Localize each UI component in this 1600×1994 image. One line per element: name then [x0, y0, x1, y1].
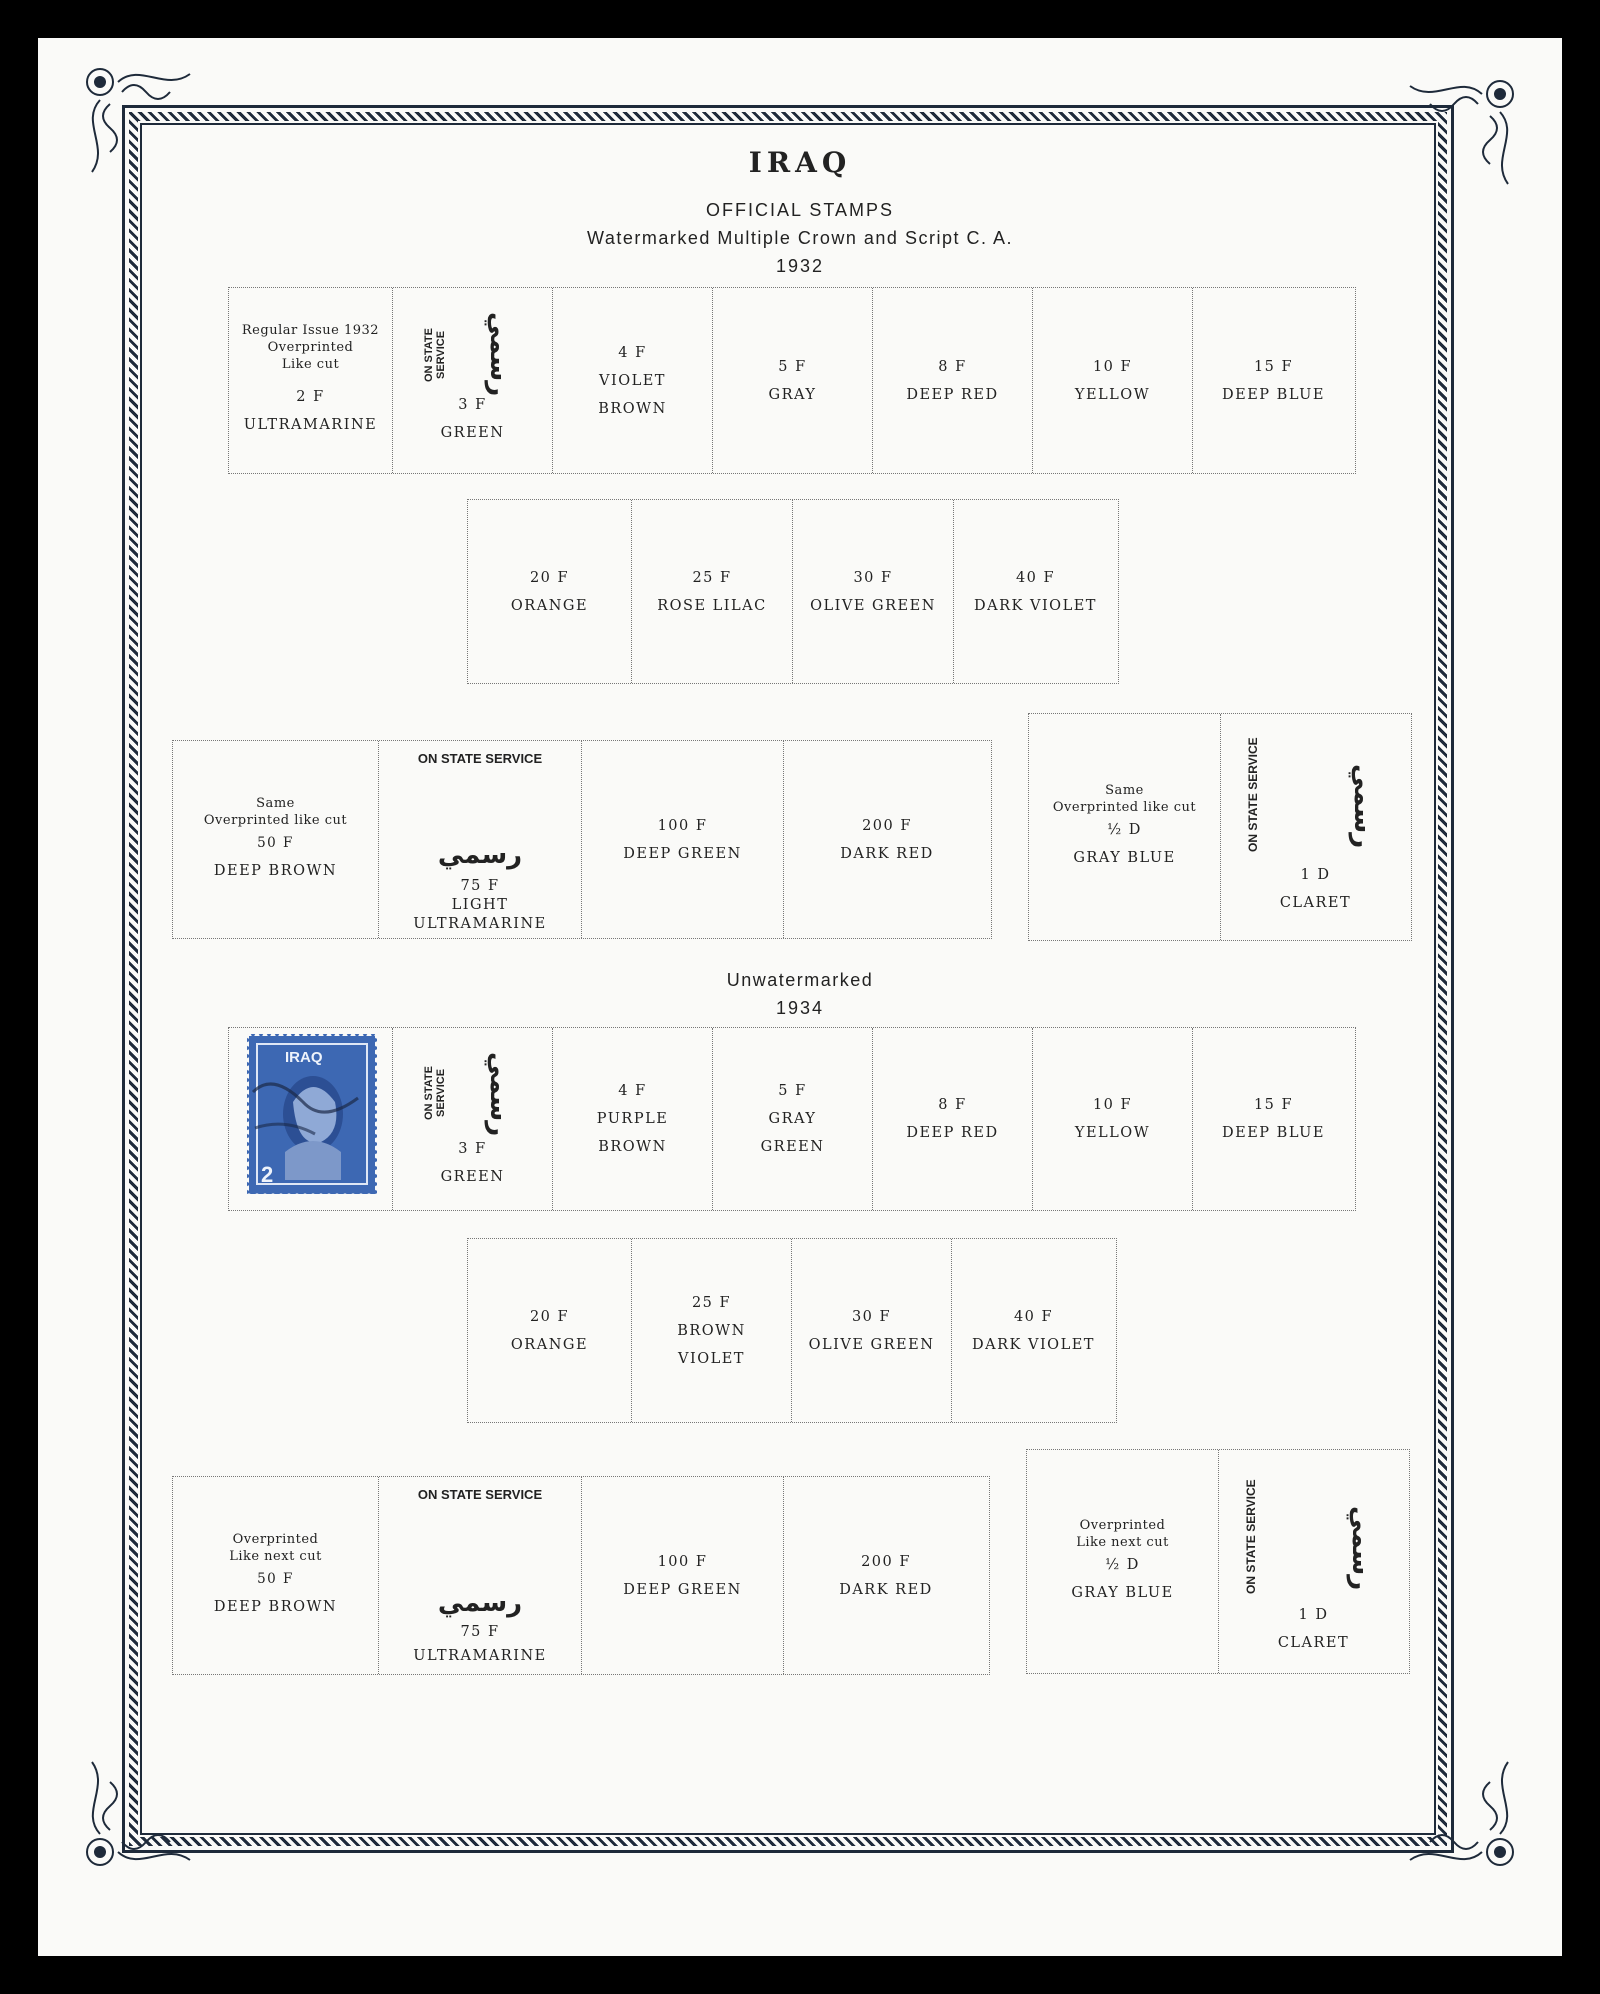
- stamp-value: 200 F: [861, 1553, 911, 1570]
- stamp-value: 40 F: [1015, 569, 1056, 586]
- stamp-color: LIGHT: [451, 897, 509, 913]
- stamp-space[interactable]: [1027, 1450, 1219, 1673]
- stamp-row-1932-d: [1028, 713, 1412, 941]
- stamp-value: 3 F: [458, 397, 487, 413]
- stamp-row-1932-a: [228, 287, 1356, 474]
- unwatermarked-heading: Unwatermarked: [726, 970, 874, 990]
- stamp-color: DARK VIOLET: [972, 1336, 1095, 1353]
- stamp-color: ORANGE: [510, 597, 589, 614]
- stamp-space[interactable]: [1029, 714, 1221, 940]
- stamp-space[interactable]: [379, 741, 582, 938]
- overprint-arabic: رسمي: [1348, 764, 1378, 849]
- corner-ornament-top-left: [70, 52, 220, 202]
- overprint-example: ON STATE SERVICE: [1246, 737, 1260, 853]
- stamp-value: 8 F: [938, 1097, 967, 1113]
- stamp-space[interactable]: [468, 1239, 632, 1422]
- overprint-example: ON STATE SERVICE: [423, 1066, 447, 1120]
- stamp-space[interactable]: [582, 741, 784, 938]
- stamp-space[interactable]: [1033, 1028, 1193, 1210]
- stamp-space[interactable]: [713, 288, 873, 473]
- stamp-space[interactable]: [873, 1028, 1033, 1210]
- stamp-space[interactable]: [1221, 714, 1410, 940]
- cell-note: Regular Issue 1932: [241, 323, 380, 338]
- stamp-row-1934-b: [467, 1238, 1117, 1423]
- stamp-row-1934-a: [228, 1027, 1356, 1211]
- stamp-space[interactable]: [792, 1239, 952, 1422]
- stamp-space[interactable]: [952, 1239, 1115, 1422]
- year-heading-1932: 1932: [775, 256, 825, 276]
- stamp-value: 4 F: [618, 344, 647, 361]
- stamp-value: 1 D: [1298, 1607, 1329, 1623]
- stamp-space[interactable]: [173, 741, 379, 938]
- stamp-color: DEEP BROWN: [213, 1598, 338, 1615]
- stamp-value: 75 F: [460, 878, 500, 894]
- overprint-example: ON STATE SERVICE: [423, 328, 447, 382]
- stamp-denomination: 2: [261, 1162, 274, 1187]
- cell-note: Like next cut: [1076, 1534, 1169, 1550]
- stamp-value: 30 F: [853, 569, 893, 586]
- stamp-color: YELLOW: [1074, 1125, 1151, 1141]
- stamp-value: 20 F: [529, 1308, 570, 1325]
- stamp-value: 100 F: [657, 1553, 708, 1570]
- stamp-space[interactable]: [468, 500, 632, 683]
- stamp-value: 50 F: [257, 1570, 294, 1587]
- stamp-space[interactable]: [632, 500, 793, 683]
- stamp-country: IRAQ: [285, 1049, 323, 1066]
- stamp-color: YELLOW: [1074, 386, 1151, 403]
- stamp-row-1932-b: [467, 499, 1119, 684]
- stamp-color: DEEP RED: [906, 386, 999, 403]
- cell-note: Same: [1105, 783, 1144, 798]
- overprint-arabic: رسمي: [437, 840, 523, 870]
- stamp-color: BROWN: [677, 1322, 746, 1339]
- stamp-value: 40 F: [1013, 1308, 1054, 1325]
- stamp-color: GREEN: [760, 1139, 825, 1155]
- stamp-value: 50 F: [257, 834, 294, 851]
- stamp-value: 15 F: [1253, 1097, 1294, 1113]
- cell-note: Overprinted: [267, 340, 354, 355]
- stamp-space[interactable]: [793, 500, 954, 683]
- stamp-value: 25 F: [691, 1294, 732, 1311]
- year-heading-1934: 1934: [775, 998, 825, 1018]
- stamp-space[interactable]: [393, 288, 553, 473]
- stamp-value: 100 F: [657, 817, 708, 834]
- stamp-color: GRAY: [768, 386, 817, 403]
- stamp-color: CLARET: [1277, 1635, 1350, 1651]
- stamp-space[interactable]: [632, 1239, 792, 1422]
- stamp-row-1934-c: [172, 1476, 990, 1675]
- overprint-arabic: رسمي: [437, 1588, 523, 1618]
- cell-note: Overprinted like cut: [203, 812, 348, 828]
- stamp-space[interactable]: [553, 1028, 713, 1210]
- overprint-arabic: رسمي: [484, 1052, 514, 1137]
- stamp-space[interactable]: [393, 1028, 553, 1210]
- stamp-color: DEEP BROWN: [213, 862, 338, 879]
- mounted-stamp[interactable]: [245, 1032, 379, 1196]
- stamp-space[interactable]: [873, 288, 1033, 473]
- stamp-color: BROWN: [598, 1139, 667, 1155]
- page-title: IRAQ: [748, 146, 852, 179]
- stamp-color: OLIVE GREEN: [808, 1336, 935, 1353]
- stamp-value: 200 F: [862, 817, 912, 834]
- stamp-space[interactable]: [1193, 288, 1354, 473]
- stamp-value: 15 F: [1253, 358, 1294, 375]
- stamp-color: DARK RED: [840, 845, 934, 862]
- overprint-arabic: رسمي: [1346, 1506, 1376, 1591]
- stamp-space[interactable]: [1219, 1450, 1408, 1673]
- stamp-color: DEEP GREEN: [623, 845, 742, 862]
- stamp-space[interactable]: [173, 1477, 379, 1674]
- stamp-space[interactable]: [713, 1028, 873, 1210]
- overprint-example: ON STATE SERVICE: [417, 1487, 543, 1502]
- stamp-space[interactable]: [784, 741, 990, 938]
- cell-note: Like cut: [281, 357, 340, 372]
- cell-note: Overprinted like cut: [1052, 800, 1197, 815]
- cell-note: Overprinted: [232, 1531, 319, 1547]
- corner-ornament-top-right: [1380, 52, 1530, 202]
- stamp-color: DEEP BLUE: [1222, 386, 1325, 403]
- stamp-color: OLIVE GREEN: [810, 597, 936, 614]
- stamp-value: ½ D: [1107, 822, 1142, 838]
- stamp-value: 25 F: [692, 569, 732, 586]
- stamp-value: 75 F: [460, 1624, 500, 1640]
- stamp-space[interactable]: [1033, 288, 1193, 473]
- stamp-value: 10 F: [1092, 358, 1133, 375]
- stamp-value: 5 F: [778, 358, 807, 375]
- stamp-color: CLARET: [1279, 895, 1352, 911]
- stamp-color: DARK VIOLET: [974, 597, 1097, 614]
- stamp-color: GREEN: [440, 425, 505, 441]
- stamp-color: DEEP RED: [906, 1125, 999, 1141]
- stamp-color: GRAY BLUE: [1073, 850, 1176, 866]
- stamp-color: DEEP BLUE: [1222, 1125, 1325, 1141]
- cell-note: Overprinted: [1079, 1517, 1166, 1533]
- stamp-color: PURPLE: [596, 1111, 669, 1127]
- stamp-value: 5 F: [778, 1083, 807, 1099]
- stamp-value: 4 F: [618, 1083, 647, 1099]
- stamp-space[interactable]: [954, 500, 1117, 683]
- stamp-value: ½ D: [1105, 1556, 1140, 1573]
- stamp-color: BROWN: [598, 400, 667, 417]
- stamp-row-1932-c: [172, 740, 992, 939]
- stamp-color: ULTRAMARINE: [413, 916, 547, 932]
- stamp-color: ULTRAMARINE: [413, 1648, 547, 1664]
- stamp-color: GRAY: [768, 1111, 817, 1127]
- stamp-color: ROSE LILAC: [657, 597, 767, 614]
- stamp-value: 1 D: [1300, 867, 1331, 883]
- stamp-space[interactable]: [1193, 1028, 1354, 1210]
- section-title: OFFICIAL STAMPS: [705, 200, 895, 220]
- stamp-value: 8 F: [938, 358, 967, 375]
- stamp-value: 30 F: [851, 1308, 892, 1325]
- overprint-example: ON STATE SERVICE: [417, 751, 543, 766]
- stamp-space[interactable]: [582, 1477, 784, 1674]
- stamp-color: GRAY BLUE: [1071, 1584, 1174, 1601]
- stamp-value: 2 F: [296, 389, 325, 405]
- cell-note: Like next cut: [229, 1548, 322, 1564]
- cell-note: Same: [256, 795, 295, 811]
- corner-ornament-bottom-right: [1380, 1740, 1530, 1890]
- watermark-note: Watermarked Multiple Crown and Script C. A.: [587, 228, 1013, 248]
- corner-ornament-bottom-left: [60, 1740, 210, 1890]
- stamp-color: ORANGE: [510, 1336, 589, 1353]
- stamp-color: ULTRAMARINE: [243, 417, 378, 433]
- stamp-color: DEEP GREEN: [623, 1581, 742, 1598]
- overprint-example: ON STATE SERVICE: [1244, 1479, 1258, 1595]
- stamp-space[interactable]: [379, 1477, 582, 1674]
- stamp-value: 10 F: [1092, 1097, 1133, 1113]
- stamp-color: DARK RED: [839, 1581, 933, 1598]
- stamp-space[interactable]: [553, 288, 713, 473]
- overprint-arabic: رسمي: [484, 312, 514, 397]
- stamp-color: VIOLET: [599, 372, 666, 389]
- stamp-color: VIOLET: [678, 1350, 745, 1367]
- stamp-space[interactable]: [229, 288, 393, 473]
- stamp-value: 3 F: [458, 1141, 487, 1157]
- stamp-color: GREEN: [440, 1169, 505, 1185]
- stamp-value: 20 F: [529, 569, 570, 586]
- stamp-row-1934-d: [1026, 1449, 1410, 1674]
- stamp-space[interactable]: [784, 1477, 988, 1674]
